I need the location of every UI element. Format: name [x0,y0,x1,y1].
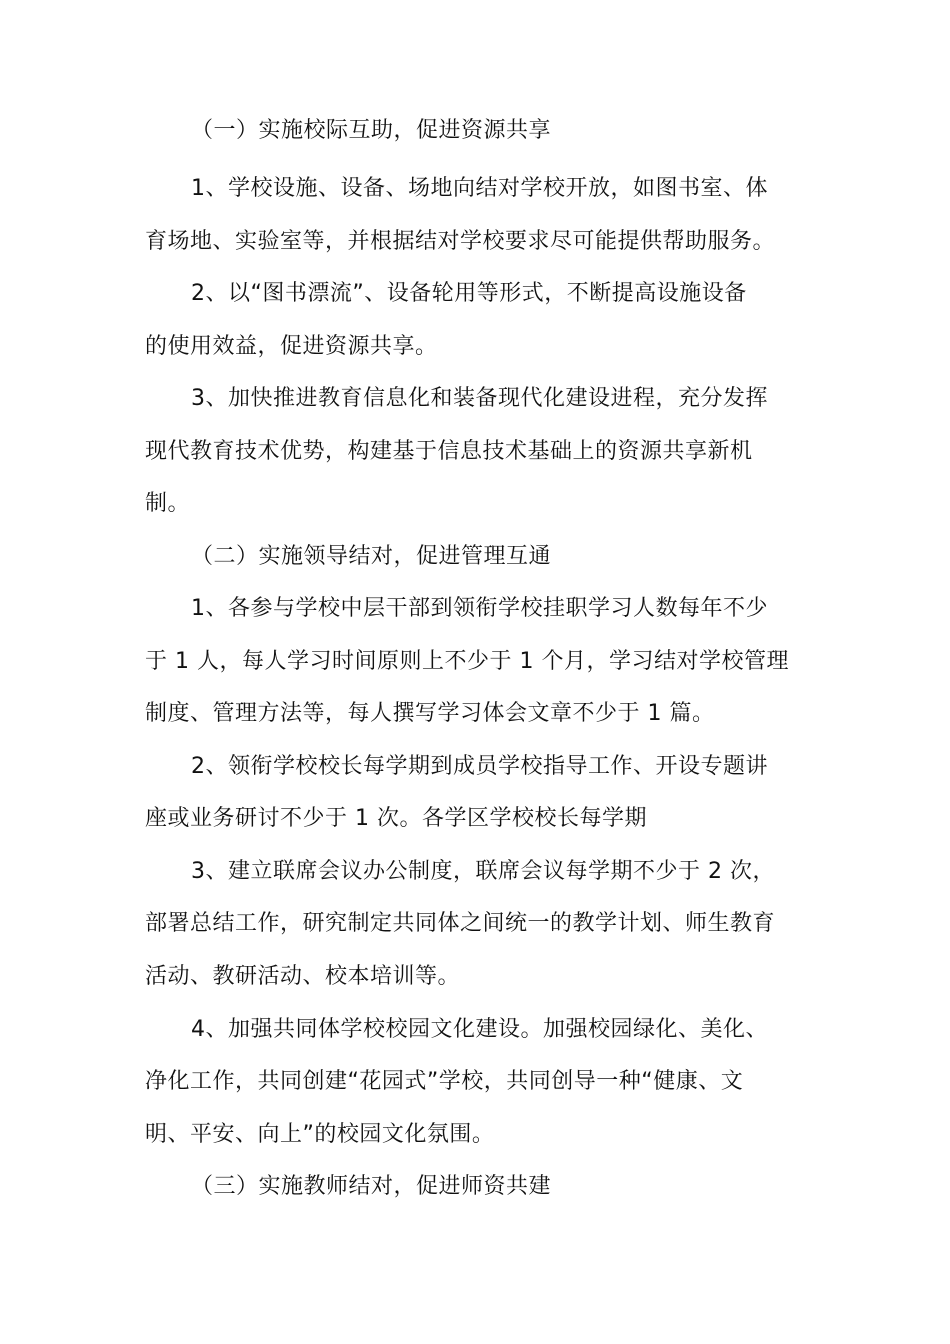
paragraph-line: 制度、管理方法等，每人撰写学习体会文章不少于 1 篇。 [145,701,715,726]
paragraph-line: 明、平安、向上”的校园文化氛围。 [145,1122,495,1147]
section-heading-2: （二）实施领导结对，促进管理互通 [191,544,552,569]
paragraph-line: 育场地、实验室等，并根据结对学校要求尽可能提供帮助服务。 [145,229,776,254]
paragraph-line: 2、领衔学校校长每学期到成员学校指导工作、开设专题讲 [191,754,768,779]
paragraph-line: 1、学校设施、设备、场地向结对学校开放，如图书室、体 [191,176,768,201]
paragraph-line: 2、以“图书漂流”、设备轮用等形式，不断提高设施设备 [191,281,747,306]
paragraph-line: 活动、教研活动、校本培训等。 [145,964,461,989]
paragraph-line: 的使用效益，促进资源共享。 [145,334,438,359]
paragraph-line: 座或业务研讨不少于 1 次。各学区学校校长每学期 [145,806,647,831]
paragraph-line: 4、加强共同体学校校园文化建设。加强校园绿化、美化、 [191,1017,768,1042]
paragraph-line: 3、建立联席会议办公制度，联席会议每学期不少于 2 次， [191,859,775,884]
section-heading-3: （三）实施教师结对，促进师资共建 [191,1174,552,1199]
paragraph-line: 部署总结工作，研究制定共同体之间统一的教学计划、师生教育 [145,911,776,936]
paragraph-line: 1、各参与学校中层干部到领衔学校挂职学习人数每年不少 [191,596,768,621]
paragraph-line: 现代教育技术优势，构建基于信息技术基础上的资源共享新机 [145,439,753,464]
paragraph-line: 制。 [145,491,191,516]
section-heading-1: （一）实施校际互助，促进资源共享 [191,118,552,143]
paragraph-line: 3、加快推进教育信息化和装备现代化建设进程，充分发挥 [191,386,768,411]
paragraph-line: 于 1 人，每人学习时间原则上不少于 1 个月，学习结对学校管理 [145,649,789,674]
paragraph-line: 净化工作，共同创建“花园式”学校，共同创导一种“健康、文 [145,1069,744,1094]
